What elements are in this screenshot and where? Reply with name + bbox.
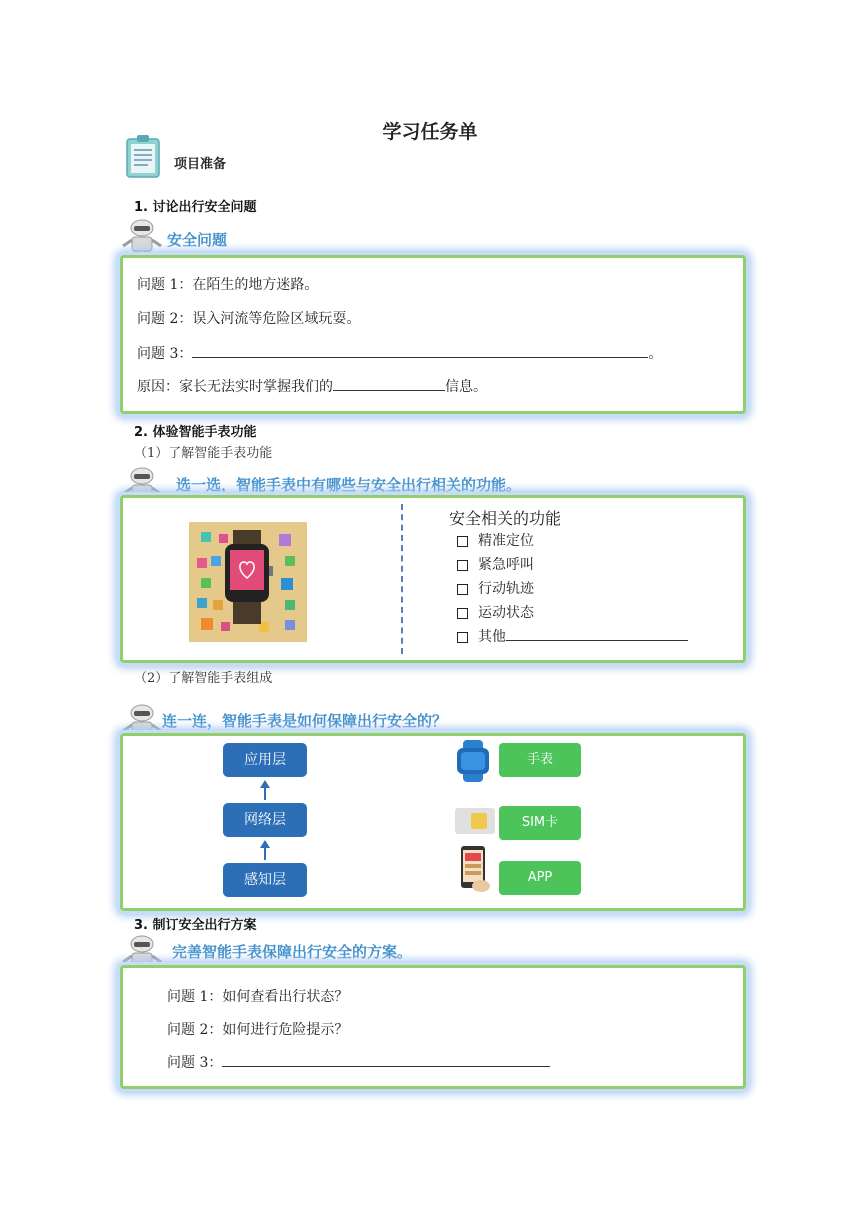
smartwatch-apps-image (189, 522, 307, 642)
item-app[interactable]: APP (499, 861, 581, 895)
arrow-line (264, 846, 266, 860)
watch-icon (455, 740, 495, 782)
s3-q3-prefix: 问题 3： (167, 1055, 223, 1071)
s3-question-1: 问题 1：如何查看出行状态？ (167, 989, 349, 1005)
s1-q3-prefix: 问题 3： (137, 346, 193, 362)
divider (401, 504, 403, 654)
section-2-banner-1: 选一选，智能手表中有哪些与安全出行相关的功能。 (176, 476, 522, 494)
checkbox[interactable] (457, 632, 468, 643)
function-label: 其他 (478, 629, 506, 645)
function-option[interactable] (457, 626, 688, 646)
layer-application[interactable]: 应用层 (223, 743, 307, 777)
function-option[interactable] (457, 602, 534, 622)
layer-perception[interactable]: 感知层 (223, 863, 307, 897)
function-option[interactable] (457, 530, 534, 550)
arrow-line (264, 786, 266, 800)
s3-q3-blank[interactable] (222, 1052, 550, 1067)
s1-q3-blank[interactable] (192, 343, 648, 358)
section-1-banner: 安全问题 (167, 231, 228, 249)
checkbox[interactable] (457, 608, 468, 619)
s3-question-2: 问题 2：如何进行危险提示？ (167, 1022, 349, 1038)
s1-reason-suffix: 信息。 (445, 379, 487, 395)
function-option[interactable] (457, 554, 534, 574)
section-2-match-box (120, 733, 746, 911)
s1-reason (137, 376, 487, 396)
function-label: 行动轨迹 (478, 581, 534, 597)
section-3-heading: 3. 制订安全出行方案 (134, 918, 257, 933)
other-blank[interactable] (506, 626, 688, 641)
section-1-box (120, 255, 746, 414)
section-3-banner: 完善智能手表保障出行安全的方案。 (172, 943, 413, 961)
s1-question-3 (137, 343, 662, 363)
phone-app-icon (457, 844, 495, 894)
function-option[interactable] (457, 578, 534, 598)
s1-question-2: 问题 2：误入河流等危险区域玩耍。 (137, 311, 361, 327)
section-3-box (120, 965, 746, 1089)
function-label: 运动状态 (478, 605, 534, 621)
section-2-function-box (120, 495, 746, 663)
page-title: 学习任务单 (382, 121, 478, 143)
item-sim[interactable]: SIM卡 (499, 806, 581, 840)
section-1-heading: 1. 讨论出行安全问题 (134, 200, 257, 215)
s1-q3-suffix: 。 (648, 346, 663, 362)
section-2-heading: 2. 体验智能手表功能 (134, 425, 257, 440)
checkbox[interactable] (457, 560, 468, 571)
section-2-sub-1: （1）了解智能手表功能 (134, 446, 273, 461)
s1-question-1: 问题 1：在陌生的地方迷路。 (137, 277, 319, 293)
item-watch[interactable]: 手表 (499, 743, 581, 777)
sim-card-icon (455, 808, 495, 834)
s1-reason-prefix: 原因：家长无法实时掌握我们的 (137, 379, 333, 395)
s1-reason-blank[interactable] (333, 376, 445, 391)
checkbox[interactable] (457, 536, 468, 547)
section-2-banner-2: 连一连，智能手表是如何保障出行安全的？ (162, 712, 448, 730)
layer-network[interactable]: 网络层 (223, 803, 307, 837)
function-label: 紧急呼叫 (478, 557, 534, 573)
prep-label: 项目准备 (174, 157, 227, 172)
section-2-sub-2: （2）了解智能手表组成 (134, 671, 273, 686)
s3-question-3 (167, 1052, 550, 1072)
checkbox[interactable] (457, 584, 468, 595)
functions-title: 安全相关的功能 (449, 509, 562, 528)
function-label: 精准定位 (478, 533, 534, 549)
clipboard-icon (126, 134, 160, 178)
